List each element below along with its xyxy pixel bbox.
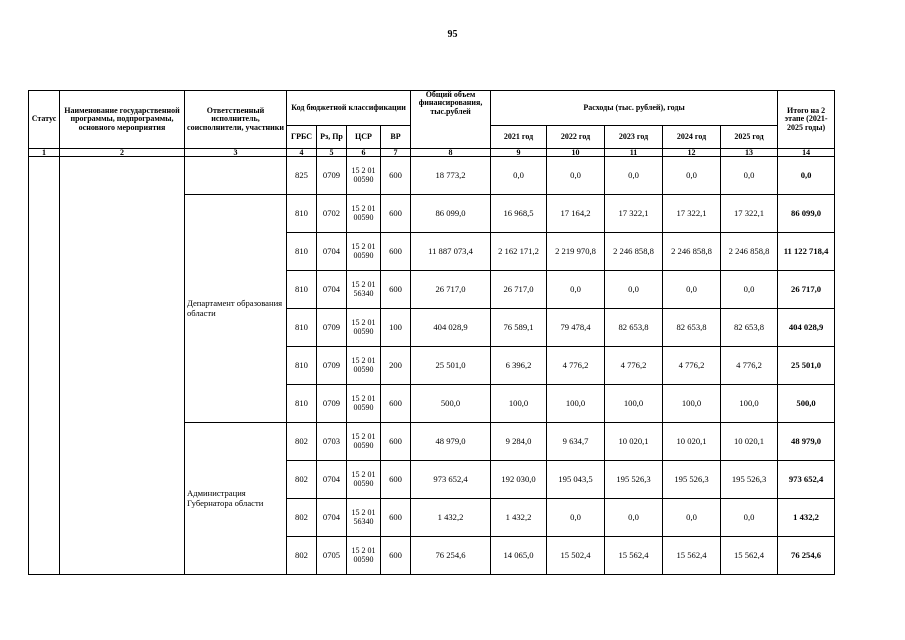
year-2023-cell: 195 526,3	[605, 461, 663, 499]
year-2023-cell: 0,0	[605, 499, 663, 537]
total-volume-cell: 86 099,0	[411, 195, 491, 233]
page-number: 95	[447, 29, 458, 40]
rzpr-cell: 0709	[317, 385, 347, 423]
csr-cell: 15 2 01 00590	[347, 309, 381, 347]
column-number: 10	[547, 149, 605, 157]
csr-cell: 15 2 01 00590	[347, 423, 381, 461]
year-2022-cell: 0,0	[547, 157, 605, 195]
total-volume-cell: 500,0	[411, 385, 491, 423]
stage-total-cell: 25 501,0	[778, 347, 835, 385]
grbs-cell: 825	[287, 157, 317, 195]
year-2025-cell: 82 653,8	[721, 309, 778, 347]
year-2023-cell: 2 246 858,8	[605, 233, 663, 271]
year-2022-cell: 2 219 970,8	[547, 233, 605, 271]
csr-cell: 15 2 01 00590	[347, 347, 381, 385]
year-2024-cell: 0,0	[663, 271, 721, 309]
year-2023-cell: 0,0	[605, 157, 663, 195]
year-2022-cell: 100,0	[547, 385, 605, 423]
year-2025-cell: 15 562,4	[721, 537, 778, 575]
rzpr-cell: 0709	[317, 157, 347, 195]
csr-cell: 15 2 01 56340	[347, 499, 381, 537]
year-2024-cell: 10 020,1	[663, 423, 721, 461]
grbs-cell: 810	[287, 309, 317, 347]
year-2023-cell: 82 653,8	[605, 309, 663, 347]
column-number: 9	[491, 149, 547, 157]
stage-total-cell: 76 254,6	[778, 537, 835, 575]
csr-cell: 15 2 01 00590	[347, 385, 381, 423]
vr-cell: 600	[381, 385, 411, 423]
year-2025-cell: 2 246 858,8	[721, 233, 778, 271]
column-number: 2	[60, 149, 185, 157]
program-name-cell	[60, 157, 185, 575]
total-volume-cell: 11 887 073,4	[411, 233, 491, 271]
header-year-2021: 2021 год	[491, 126, 547, 149]
year-2021-cell: 26 717,0	[491, 271, 547, 309]
stage-total-cell: 86 099,0	[778, 195, 835, 233]
year-2021-cell: 9 284,0	[491, 423, 547, 461]
year-2025-cell: 0,0	[721, 271, 778, 309]
column-number: 3	[185, 149, 287, 157]
total-volume-cell: 1 432,2	[411, 499, 491, 537]
column-number: 7	[381, 149, 411, 157]
csr-cell: 15 2 01 00590	[347, 157, 381, 195]
header-year-2023: 2023 год	[605, 126, 663, 149]
total-volume-cell: 26 717,0	[411, 271, 491, 309]
rzpr-cell: 0702	[317, 195, 347, 233]
header-total-volume: Общий объем финансирования, тыс.рублей	[411, 91, 491, 149]
header-status: Статус	[29, 91, 60, 149]
year-2025-cell: 195 526,3	[721, 461, 778, 499]
stage-total-cell: 973 652,4	[778, 461, 835, 499]
rzpr-cell: 0704	[317, 271, 347, 309]
grbs-cell: 810	[287, 347, 317, 385]
year-2025-cell: 4 776,2	[721, 347, 778, 385]
executor-education-cell: Департамент образования области	[185, 195, 287, 423]
vr-cell: 600	[381, 271, 411, 309]
vr-cell: 600	[381, 499, 411, 537]
header-rzpr: Рз, Пр	[317, 126, 347, 149]
vr-cell: 600	[381, 423, 411, 461]
rzpr-cell: 0709	[317, 347, 347, 385]
vr-cell: 100	[381, 309, 411, 347]
year-2022-cell: 195 043,5	[547, 461, 605, 499]
year-2025-cell: 17 322,1	[721, 195, 778, 233]
header-executor: Ответственный исполнитель, соисполнители, участники	[185, 91, 287, 149]
grbs-cell: 810	[287, 233, 317, 271]
vr-cell: 600	[381, 537, 411, 575]
year-2024-cell: 0,0	[663, 157, 721, 195]
header-grbs: ГРБС	[287, 126, 317, 149]
column-number: 6	[347, 149, 381, 157]
year-2024-cell: 2 246 858,8	[663, 233, 721, 271]
year-2025-cell: 0,0	[721, 157, 778, 195]
grbs-cell: 802	[287, 423, 317, 461]
year-2025-cell: 10 020,1	[721, 423, 778, 461]
rzpr-cell: 0705	[317, 537, 347, 575]
rzpr-cell: 0704	[317, 499, 347, 537]
total-volume-cell: 48 979,0	[411, 423, 491, 461]
year-2025-cell: 0,0	[721, 499, 778, 537]
year-2021-cell: 0,0	[491, 157, 547, 195]
stage-total-cell: 11 122 718,4	[778, 233, 835, 271]
column-number: 4	[287, 149, 317, 157]
year-2022-cell: 4 776,2	[547, 347, 605, 385]
year-2021-cell: 2 162 171,2	[491, 233, 547, 271]
year-2021-cell: 14 065,0	[491, 537, 547, 575]
year-2024-cell: 15 562,4	[663, 537, 721, 575]
grbs-cell: 802	[287, 461, 317, 499]
year-2023-cell: 10 020,1	[605, 423, 663, 461]
column-number: 13	[721, 149, 778, 157]
year-2023-cell: 17 322,1	[605, 195, 663, 233]
year-2023-cell: 4 776,2	[605, 347, 663, 385]
executor-governor-cell: Администрация Губернатора области	[185, 423, 287, 575]
stage-total-cell: 500,0	[778, 385, 835, 423]
grbs-cell: 810	[287, 271, 317, 309]
year-2023-cell: 100,0	[605, 385, 663, 423]
column-number: 1	[29, 149, 60, 157]
status-cell	[29, 157, 60, 575]
year-2022-cell: 79 478,4	[547, 309, 605, 347]
total-volume-cell: 18 773,2	[411, 157, 491, 195]
year-2024-cell: 17 322,1	[663, 195, 721, 233]
header-year-2022: 2022 год	[547, 126, 605, 149]
year-2021-cell: 6 396,2	[491, 347, 547, 385]
column-number-row	[29, 149, 835, 157]
stage-total-cell: 26 717,0	[778, 271, 835, 309]
year-2024-cell: 100,0	[663, 385, 721, 423]
csr-cell: 15 2 01 00590	[347, 233, 381, 271]
grbs-cell: 802	[287, 499, 317, 537]
vr-cell: 200	[381, 347, 411, 385]
total-volume-cell: 76 254,6	[411, 537, 491, 575]
budget-table	[28, 90, 835, 575]
column-number: 14	[778, 149, 835, 157]
year-2022-cell: 0,0	[547, 499, 605, 537]
header-stage-total: Итого на 2 этапе (2021-2025 годы)	[778, 91, 835, 149]
rzpr-cell: 0704	[317, 461, 347, 499]
stage-total-cell: 1 432,2	[778, 499, 835, 537]
year-2024-cell: 0,0	[663, 499, 721, 537]
header-year-2024: 2024 год	[663, 126, 721, 149]
csr-cell: 15 2 01 56340	[347, 271, 381, 309]
rzpr-cell: 0709	[317, 309, 347, 347]
header-expenses: Расходы (тыс. рублей), годы	[491, 91, 778, 126]
total-volume-cell: 973 652,4	[411, 461, 491, 499]
grbs-cell: 810	[287, 385, 317, 423]
vr-cell: 600	[381, 157, 411, 195]
year-2021-cell: 1 432,2	[491, 499, 547, 537]
year-2022-cell: 0,0	[547, 271, 605, 309]
year-2021-cell: 100,0	[491, 385, 547, 423]
year-2025-cell: 100,0	[721, 385, 778, 423]
column-number: 5	[317, 149, 347, 157]
csr-cell: 15 2 01 00590	[347, 195, 381, 233]
year-2023-cell: 0,0	[605, 271, 663, 309]
year-2022-cell: 9 634,7	[547, 423, 605, 461]
year-2021-cell: 76 589,1	[491, 309, 547, 347]
column-number: 8	[411, 149, 491, 157]
column-number: 12	[663, 149, 721, 157]
stage-total-cell: 404 028,9	[778, 309, 835, 347]
year-2022-cell: 15 502,4	[547, 537, 605, 575]
table-row	[29, 157, 835, 195]
year-2024-cell: 4 776,2	[663, 347, 721, 385]
header-budget-code: Код бюджетной классификации	[287, 91, 411, 126]
column-number: 11	[605, 149, 663, 157]
header-program-name: Наименование государственной программы, подпрограммы, основного мероприятия	[60, 91, 185, 149]
year-2023-cell: 15 562,4	[605, 537, 663, 575]
vr-cell: 600	[381, 195, 411, 233]
year-2024-cell: 195 526,3	[663, 461, 721, 499]
total-volume-cell: 25 501,0	[411, 347, 491, 385]
year-2024-cell: 82 653,8	[663, 309, 721, 347]
grbs-cell: 802	[287, 537, 317, 575]
executor-cell	[185, 157, 287, 195]
year-2022-cell: 17 164,2	[547, 195, 605, 233]
stage-total-cell: 0,0	[778, 157, 835, 195]
grbs-cell: 810	[287, 195, 317, 233]
csr-cell: 15 2 01 00590	[347, 537, 381, 575]
header-vr: ВР	[381, 126, 411, 149]
csr-cell: 15 2 01 00590	[347, 461, 381, 499]
vr-cell: 600	[381, 461, 411, 499]
header-year-2025: 2025 год	[721, 126, 778, 149]
stage-total-cell: 48 979,0	[778, 423, 835, 461]
rzpr-cell: 0704	[317, 233, 347, 271]
year-2021-cell: 192 030,0	[491, 461, 547, 499]
rzpr-cell: 0703	[317, 423, 347, 461]
header-csr: ЦСР	[347, 126, 381, 149]
vr-cell: 600	[381, 233, 411, 271]
year-2021-cell: 16 968,5	[491, 195, 547, 233]
total-volume-cell: 404 028,9	[411, 309, 491, 347]
